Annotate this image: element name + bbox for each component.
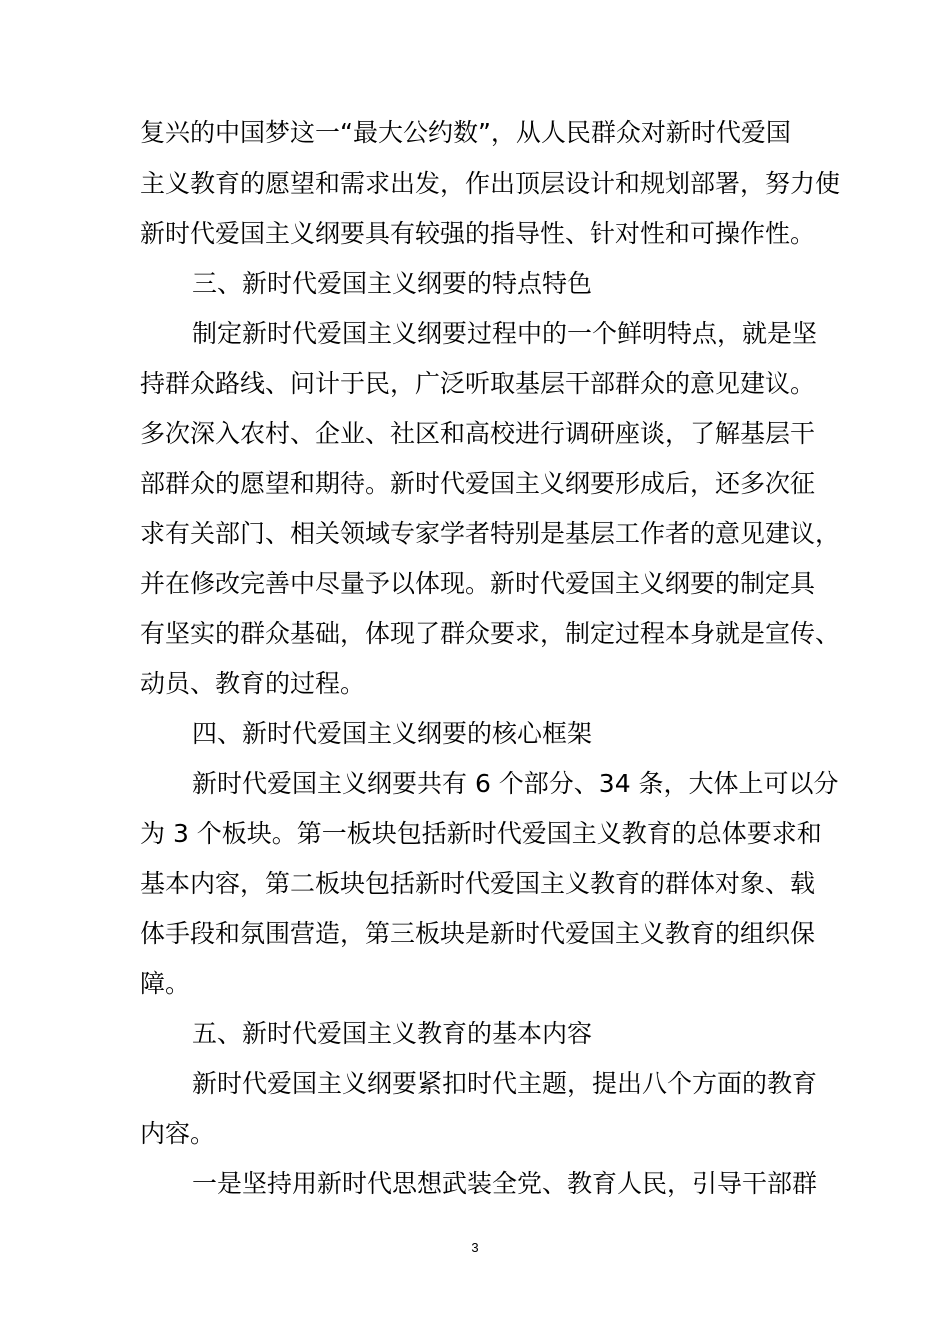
text-line: 复兴的中国梦这一“最大公约数”，从人民群众对新时代爱国	[140, 118, 791, 147]
text-line: 动员、教育的过程。	[140, 669, 366, 698]
text-line: 部群众的愿望和期待。新时代爱国主义纲要形成后，还多次征	[140, 469, 816, 498]
section-heading: 三、新时代爱国主义纲要的特点特色	[192, 269, 593, 298]
page-number: 3	[471, 1240, 479, 1255]
text-line: 有坚实的群众基础，体现了群众要求，制定过程本身就是宣传、	[140, 619, 841, 648]
text-line: 基本内容，第二板块包括新时代爱国主义教育的群体对象、载	[140, 869, 816, 898]
text-line: 制定新时代爱国主义纲要过程中的一个鲜明特点，就是坚	[192, 319, 818, 348]
text-line: 障。	[140, 969, 191, 998]
text-line: 内容。	[140, 1119, 216, 1148]
text-line: 新时代爱国主义纲要具有较强的指导性、针对性和可操作性。	[140, 219, 816, 248]
text-line: 一是坚持用新时代思想武装全党、教育人民，引导干部群	[192, 1169, 818, 1198]
text-line: 多次深入农村、企业、社区和高校进行调研座谈，了解基层干	[140, 419, 816, 448]
text-line: 新时代爱国主义纲要紧扣时代主题，提出八个方面的教育	[192, 1069, 818, 1098]
text-line: 体手段和氛围营造，第三板块是新时代爱国主义教育的组织保	[140, 919, 816, 948]
section-heading: 五、新时代爱国主义教育的基本内容	[192, 1019, 593, 1048]
text-line: 新时代爱国主义纲要共有 6 个部分、34 条，大体上可以分	[192, 769, 839, 798]
section-heading: 四、新时代爱国主义纲要的核心框架	[192, 719, 593, 748]
text-line: 主义教育的愿望和需求出发，作出顶层设计和规划部署，努力使	[140, 169, 841, 198]
text-line: 求有关部门、相关领域专家学者特别是基层工作者的意见建议，	[140, 519, 841, 548]
text-line: 并在修改完善中尽量予以体现。新时代爱国主义纲要的制定具	[140, 569, 816, 598]
text-line: 为 3 个板块。第一板块包括新时代爱国主义教育的总体要求和	[140, 819, 822, 848]
text-line: 持群众路线、问计于民，广泛听取基层干部群众的意见建议。	[140, 369, 816, 398]
